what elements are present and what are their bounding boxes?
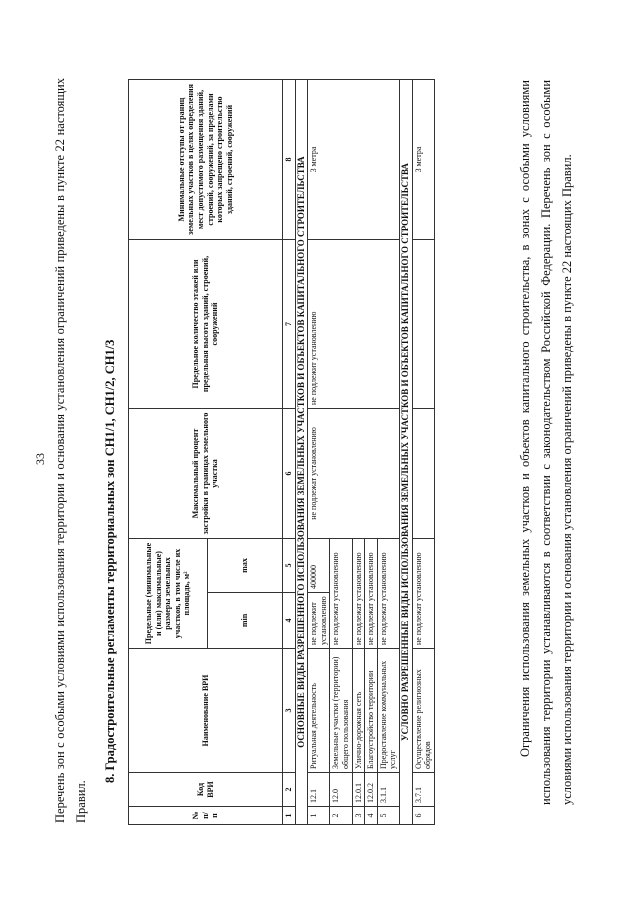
paragraph-restrictions xyxy=(515,80,578,805)
row-code: 3.7.1 xyxy=(412,773,434,807)
page-number: 33 xyxy=(33,453,47,465)
header-name: Наименование ВРИ xyxy=(129,649,283,773)
paragraph-zones-reference-2: Перечень зон с особыми условиями использования территории и основания установления ограничений приведены в пункте 22 настоящих Правил. xyxy=(539,79,574,805)
row-size: не подлежат установлению xyxy=(352,539,365,649)
row-code: 12.0.1 xyxy=(352,773,365,807)
row-name: Предоставление коммунальных услуг xyxy=(377,649,399,773)
col-number: 3 xyxy=(283,649,296,773)
header-floors: Предельное количество этажей или предельная высота зданий, строений, сооружений xyxy=(129,240,283,409)
row-floors: не подлежит установлению xyxy=(308,240,400,409)
paragraph-restrictions-text: Ограничения использования земельных участков и объектов капитального строительства, в зонах с особыми условиями использования территории устанавливаются в соответствии с законодательством Российской Федерации. xyxy=(518,80,553,805)
column-numbers-row xyxy=(283,80,296,825)
row-code: 12.0 xyxy=(330,773,352,807)
header-size: Предельные (минимальные и (или) максимальные) размеры земельных участков, в том числе их площадь, м² xyxy=(129,539,208,649)
header-num: № п/п xyxy=(129,807,283,825)
section-main-title: ОСНОВНЫЕ ВИДЫ РАЗРЕШЕННОГО ИСПОЛЬЗОВАНИЯ ЗЕМЕЛЬНЫХ УЧАСТКОВ И ОБЪЕКТОВ КАПИТАЛЬНОГО СТРОИТЕЛЬСТВА xyxy=(295,80,308,825)
row-code: 12.1 xyxy=(308,773,330,807)
col-number: 2 xyxy=(283,773,296,807)
row-code: 12.0.2 xyxy=(365,773,378,807)
header-max: max xyxy=(208,539,283,593)
row-size: не подлежат установлению xyxy=(377,539,399,649)
table-heading: 8. Градостроительные регламенты территориальных зон СН1/1, СН1/2, СН1/3 xyxy=(103,339,117,783)
header-indent: Минимальные отступы от границ земельных участков в целях определения мест допустимого размещения зданий, строений, сооружений, за пределами которых запрещено строительство зданий, строений, сооружений xyxy=(129,80,283,240)
regulations-table xyxy=(128,79,435,825)
row-max: 400000 xyxy=(308,539,330,593)
row-size: не подлежат установлению xyxy=(412,539,434,649)
row-min: не подлежит установлению xyxy=(308,593,330,649)
row-num: 5 xyxy=(377,807,399,825)
row-num: 1 xyxy=(308,807,330,825)
row-name: Улично-дорожная сеть xyxy=(352,649,365,773)
row-name: Ритуальная деятельность xyxy=(308,649,330,773)
row-num: 3 xyxy=(352,807,365,825)
row-size: не подлежат установлению xyxy=(365,539,378,649)
header-min: min xyxy=(208,593,283,649)
row-num: 2 xyxy=(330,807,352,825)
section-conditional-row xyxy=(399,80,412,825)
row-indent: 3 метра xyxy=(412,80,434,240)
header-percent: Максимальный процент застройки в границах земельного участка xyxy=(129,409,283,539)
row-code: 3.1.1 xyxy=(377,773,399,807)
table-row xyxy=(412,80,434,825)
header-code: Код ВРИ xyxy=(129,773,283,807)
col-number: 5 xyxy=(283,539,296,593)
row-indent: 3 метра xyxy=(308,80,400,240)
col-number: 8 xyxy=(283,80,296,240)
row-floors xyxy=(412,240,434,409)
row-percent: не подлежат установлению xyxy=(308,409,400,539)
col-number: 7 xyxy=(283,240,296,409)
row-num: 6 xyxy=(412,807,434,825)
table-row xyxy=(308,80,330,825)
section-conditional-title: УСЛОВНО РАЗРЕШЕННЫЕ ВИДЫ ИСПОЛЬЗОВАНИЯ ЗЕМЕЛЬНЫХ УЧАСТКОВ И ОБЪЕКТОВ КАПИТАЛЬНОГО СТРОИТЕЛЬСТВА xyxy=(399,80,412,825)
row-name: Осуществление религиозных обрядов xyxy=(412,649,434,773)
row-name: Благоустройство территории xyxy=(365,649,378,773)
col-number: 4 xyxy=(283,593,296,649)
section-main-row xyxy=(295,80,308,825)
col-number: 1 xyxy=(283,807,296,825)
row-size: не подлежат установлению xyxy=(330,539,352,649)
row-percent xyxy=(412,409,434,539)
row-name: Земельные участки (территории) общего пользования xyxy=(330,649,352,773)
paragraph-zones-reference: Перечень зон с особыми условиями использования территории и основания установления ограничений приведены в пункте 22 настоящих Правил. xyxy=(53,78,88,823)
row-num: 4 xyxy=(365,807,378,825)
header-row-1 xyxy=(129,80,208,825)
col-number: 6 xyxy=(283,409,296,539)
